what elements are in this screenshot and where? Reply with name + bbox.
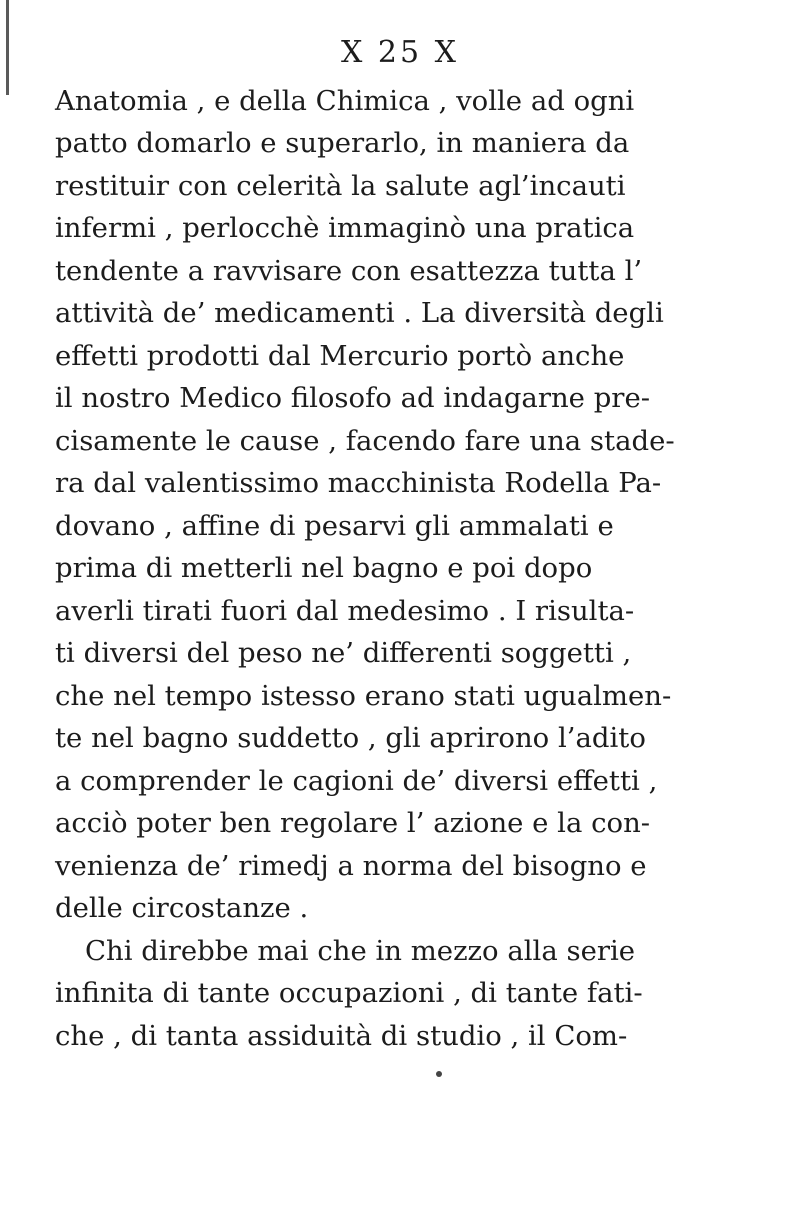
- text-line-4: infermi , perlocchè immaginò una pratica: [55, 212, 635, 244]
- page-number: X 25 X: [341, 35, 459, 70]
- text-line-20: delle circostanze .: [55, 892, 309, 924]
- text-line-1: Anatomia , e della Chimica , volle ad ogni: [55, 85, 635, 117]
- text-line-12: prima di metterli nel bagno e poi dopo: [55, 552, 593, 584]
- text-line-11: dovano , affine di pesarvi gli ammalati e: [55, 510, 614, 542]
- text-line-10: ra dal valentissimo macchinista Rodella Pa-: [55, 467, 662, 499]
- text-line-15: che nel tempo istesso erano stati ugualmen-: [55, 680, 672, 712]
- text-line-2: patto domarlo e superarlo, in maniera da: [55, 127, 630, 159]
- text-line-23: che , di tanta assiduità di studio , il Com-: [55, 1020, 628, 1052]
- text-line-8: il nostro Medico filosofo ad indagarne pre-: [55, 382, 651, 414]
- text-line-5: tendente a ravvisare con esattezza tutta l’: [55, 255, 643, 287]
- text-line-22: infinita di tante occupazioni , di tante fati-: [55, 977, 643, 1009]
- text-line-13: averli tirati fuori dal medesimo . I risulta-: [55, 595, 635, 627]
- text-line-16: te nel bagno suddetto , gli aprirono l’adito: [55, 722, 646, 754]
- text-line-18: acciò poter ben regolare l’ azione e la con-: [55, 807, 651, 839]
- text-line-6: attività de’ medicamenti . La diversità degli: [55, 297, 664, 329]
- ink-speck: [436, 1071, 442, 1077]
- text-line-14: ti diversi del peso ne’ differenti soggetti ,: [55, 637, 632, 669]
- text-line-21: Chi direbbe mai che in mezzo alla serie: [85, 935, 636, 967]
- text-line-3: restituir con celerità la salute agl’incauti: [55, 170, 626, 202]
- text-line-7: effetti prodotti dal Mercurio portò anche: [55, 340, 625, 372]
- text-line-9: cisamente le cause , facendo fare una stade-: [55, 425, 675, 457]
- text-line-17: a comprender le cagioni de’ diversi effetti ,: [55, 765, 658, 797]
- text-line-19: venienza de’ rimedj a norma del bisogno e: [55, 850, 647, 882]
